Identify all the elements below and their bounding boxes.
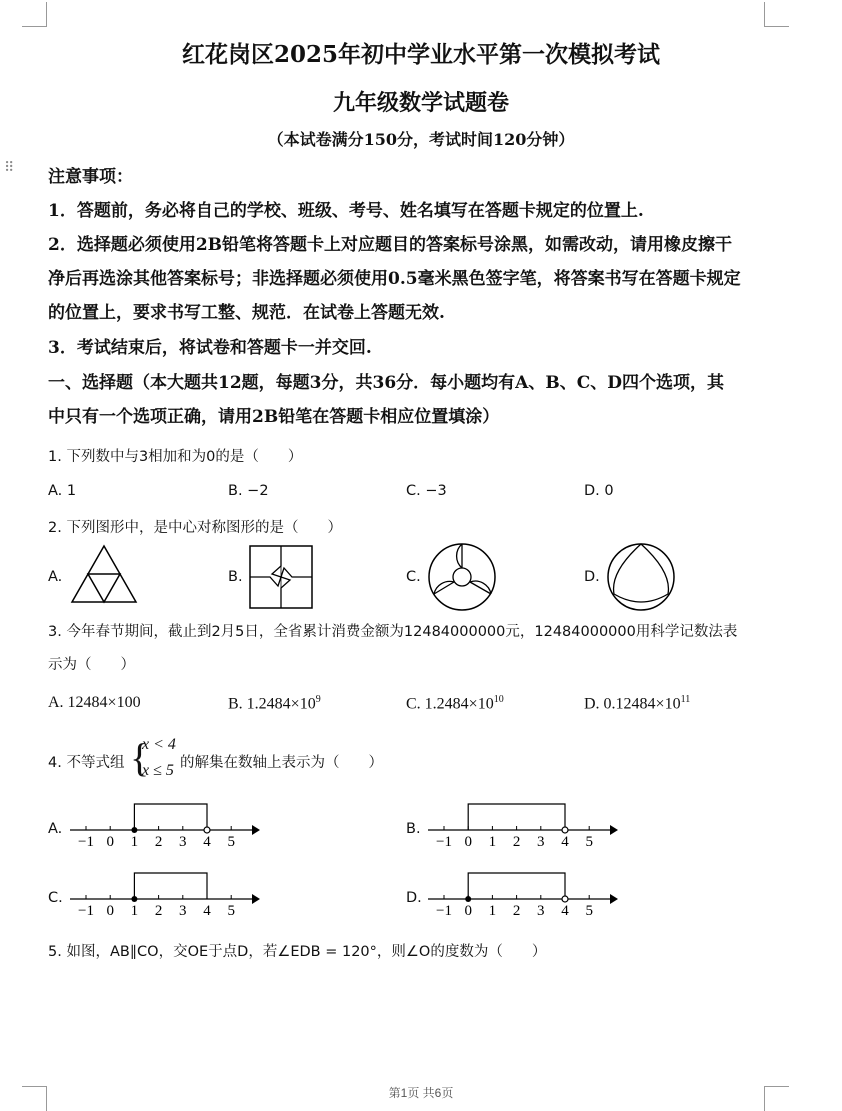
- tick-label: −1: [436, 903, 452, 919]
- question-1-option-d: D. 0: [584, 483, 614, 499]
- section-1-heading-line-2: 中只有一个选项正确，请用2B铅笔在答题卡相应位置填涂）: [48, 407, 500, 427]
- tick-label: 3: [537, 834, 545, 850]
- tick-label: 2: [512, 834, 521, 850]
- question-3-stem-line-2: 示为（ ）: [48, 657, 135, 673]
- notice-item-3: 3．考试结束后，将试卷和答题卡一并交回.: [48, 338, 372, 358]
- question-4-stem-suffix: 的解集在数轴上表示为（ ）: [180, 755, 383, 771]
- page-number: 第1页 共6页: [388, 1086, 454, 1100]
- tick-label: 4: [203, 834, 211, 850]
- question-4-option-a: A.: [48, 821, 63, 837]
- tick-label: 5: [585, 903, 593, 919]
- tick-label: 3: [179, 834, 187, 850]
- question-2-option-b: B.: [228, 569, 243, 585]
- tick-label: 4: [561, 903, 569, 919]
- number-line-d: [426, 867, 626, 923]
- question-4-option-b: B.: [406, 821, 421, 837]
- tick-label: 2: [154, 903, 163, 919]
- exam-note: （本试卷满分150分，考试时间120分钟）: [267, 130, 575, 149]
- tick-label: 0: [106, 834, 114, 850]
- question-4-stem-prefix: 4. 不等式组: [48, 755, 125, 771]
- arrow-icon: [252, 825, 260, 835]
- number-line-a: [68, 798, 268, 854]
- question-1-option-b: B. −2: [228, 483, 269, 499]
- tick-label: 1: [130, 903, 139, 919]
- solid-dot: [131, 896, 137, 902]
- tick-label: 3: [179, 903, 187, 919]
- question-3-option-c: C. $1.2484\times 10^{10}$: [406, 694, 504, 713]
- solution-bracket: [134, 804, 207, 830]
- notice-heading: 注意事项：: [48, 167, 133, 187]
- tick-label: 0: [464, 834, 472, 850]
- inequality-2: x ≤ 5: [142, 762, 174, 779]
- hollow-dot: [204, 827, 210, 833]
- tick-label: 5: [227, 834, 235, 850]
- solid-dot: [465, 896, 471, 902]
- question-2-option-a: A.: [48, 569, 63, 585]
- brace-icon: {: [130, 735, 150, 780]
- drag-handle-icon[interactable]: ⠿: [4, 160, 15, 176]
- tick-label: −1: [78, 903, 94, 919]
- question-2-option-d: D.: [584, 569, 600, 585]
- question-2-option-c: C.: [406, 569, 421, 585]
- question-5-stem: 5. 如图，AB∥CO，交OE于点D，若∠EDB = 120°，则∠O的度数为（ ）: [48, 944, 547, 960]
- pinwheel-square-figure: [248, 544, 314, 610]
- question-1-stem: 1. 下列数中与3相加和为0的是（ ）: [48, 449, 303, 465]
- question-3-option-d: D. $0.12484\times 10^{11}$: [584, 694, 691, 713]
- tick-label: 5: [227, 903, 235, 919]
- tick-label: 3: [537, 903, 545, 919]
- notice-item-2-line-1: 2．选择题必须使用2B铅笔将答题卡上对应题目的答案标号涂黑，如需改动，请用橡皮擦干: [48, 235, 733, 255]
- question-4-option-c: C.: [48, 890, 63, 906]
- inequality-1: x < 4: [142, 736, 176, 753]
- notice-item-1: 1．答题前，务必将自己的学校、班级、考号、姓名填写在答题卡规定的位置上.: [48, 201, 644, 221]
- tick-label: 1: [488, 834, 497, 850]
- question-4-option-d: D.: [406, 890, 422, 906]
- tick-label: 5: [585, 834, 593, 850]
- arrow-icon: [610, 825, 618, 835]
- question-1-option-a: A. 1: [48, 483, 77, 499]
- hollow-dot: [562, 827, 568, 833]
- reuleaux-circle-figure: [606, 542, 676, 612]
- exam-subtitle: 九年级数学试题卷: [332, 90, 509, 116]
- tick-label: 4: [203, 903, 211, 919]
- solution-bracket: [134, 873, 207, 899]
- notice-item-2-line-3: 的位置上，要求书写工整、规范．在试卷上答题无效.: [48, 303, 445, 323]
- hollow-dot: [562, 896, 568, 902]
- question-3-stem-line-1: 3. 今年春节期间，截止到2月5日，全省累计消费金额为12484000000元，12484000000用科学记数法表: [48, 624, 738, 640]
- triangle-figure: [68, 542, 140, 606]
- tick-label: 4: [561, 834, 569, 850]
- arrow-icon: [610, 894, 618, 904]
- arrow-icon: [252, 894, 260, 904]
- question-1-option-c: C. −3: [406, 483, 447, 499]
- question-3-option-b: B. $1.2484\times 10^9$: [228, 694, 321, 713]
- solid-dot: [131, 827, 137, 833]
- three-blade-circle-figure: [426, 542, 498, 612]
- number-line-c: [68, 867, 268, 923]
- tick-label: 0: [464, 903, 472, 919]
- number-line-b: [426, 798, 626, 854]
- notice-item-2-line-2: 净后再选涂其他答案标号；非选择题必须使用0.5毫米黑色签字笔，将答案书写在答题卡规定: [48, 269, 741, 289]
- tick-label: 2: [512, 903, 521, 919]
- exam-title: 红花岗区2025年初中学业水平第一次模拟考试: [181, 41, 660, 68]
- tick-label: 1: [130, 834, 139, 850]
- tick-label: 0: [106, 903, 114, 919]
- tick-label: 1: [488, 903, 497, 919]
- question-2-stem: 2. 下列图形中，是中心对称图形的是（ ）: [48, 520, 342, 536]
- section-1-heading-line-1: 一、选择题（本大题共12题，每题3分，共36分．每小题均有A、B、C、D四个选项，其: [48, 373, 724, 393]
- tick-label: −1: [436, 834, 452, 850]
- crop-mark-top-right: [764, 2, 789, 27]
- question-3-option-a: A. 12484×100: [48, 694, 141, 711]
- tick-label: −1: [78, 834, 94, 850]
- tick-label: 2: [154, 834, 163, 850]
- crop-mark-top-left: [22, 2, 47, 27]
